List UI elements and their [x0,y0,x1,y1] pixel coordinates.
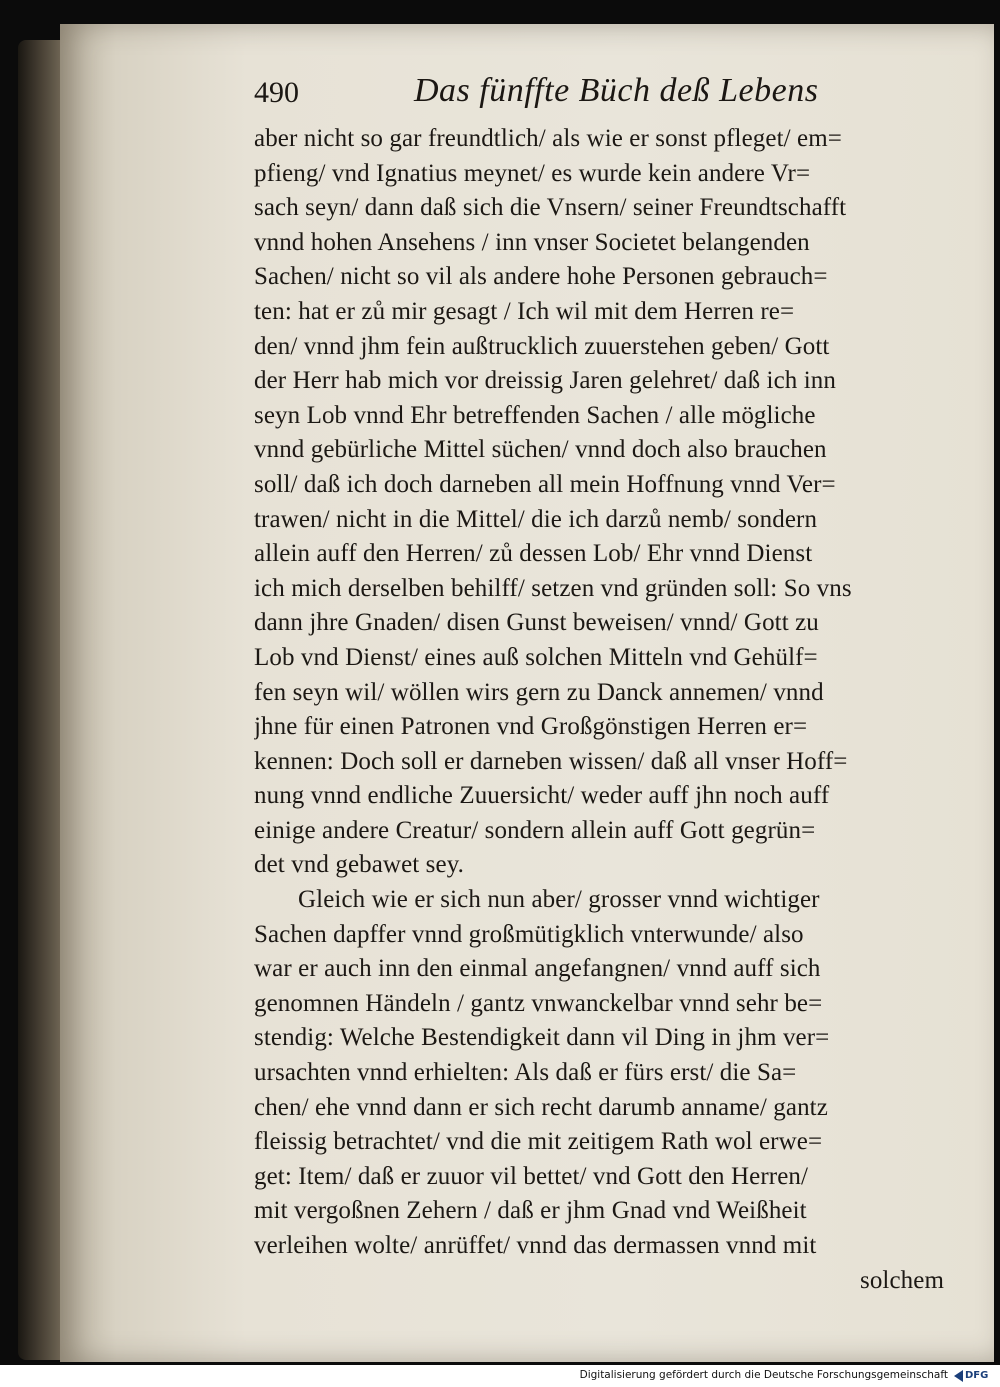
text-line: vnnd hohen Ansehens / inn vnser Societet belangenden [254,228,810,256]
text-line: fen seyn wil/ wöllen wirs gern zu Danck annemen/ vnnd [254,678,824,706]
text-line: jhne für einen Patronen vnd Großgönstigen Herren er= [254,713,808,741]
text-line: allein auff den Herren/ zů dessen Lob/ Ehr vnnd Dienst [254,540,813,568]
text-line: chen/ ehe vnnd dann er sich recht darumb anname/ gantz [254,1093,828,1121]
dfg-logo-text: DFG [965,1370,989,1381]
page-number: 490 [254,76,299,109]
text-line: dann jhre Gnaden/ disen Gunst beweisen/ vnnd/ Gott zu [254,609,819,637]
text-line: ich mich derselben behilff/ setzen vnd gründen soll: So vns [254,574,852,602]
text-line: kennen: Doch soll er darneben wissen/ daß all vnser Hoff= [254,747,848,775]
text-line: soll/ daß ich doch darneben all mein Hoffnung vnnd Ver= [254,470,836,498]
text-line: war er auch inn den einmal angefangnen/ vnnd auff sich [254,955,821,983]
text-line: stendig: Welche Bestendigkeit dann vil Ding in jhm ver= [254,1024,830,1052]
text-line: fleissig betrachtet/ vnd die mit zeitigem Rath wol erwe= [254,1128,823,1156]
text-line: der Herr hab mich vor dreissig Jaren gelehret/ daß ich inn [254,367,836,395]
text-line: nung vnnd endliche Zuuersicht/ weder auff jhn noch auff [254,782,830,810]
page-header [254,72,854,120]
text-line: vnnd gebürliche Mittel süchen/ vnnd doch also brauchen [254,436,827,464]
text-line: Sachen/ nicht so vil als andere hohe Personen gebrauch= [254,263,828,291]
text-line: verleihen wolte/ anrüffet/ vnnd das dermassen vnnd mit [254,1232,817,1259]
catchword: solchem [859,1266,944,1294]
text-line: pfieng/ vnd Ignatius meynet/ es wurde kein andere Vr= [254,159,811,187]
text-line: genomnen Händeln / gantz vnwanckelbar vnnd sehr be= [254,989,823,1017]
text-line: trawen/ nicht in die Mittel/ die ich darzů nemb/ sondern [254,505,818,533]
text-line: seyn Lob vnnd Ehr betreffenden Sachen / alle mögliche [254,401,816,429]
text-line: ursachten vnnd erhielten: Als daß er fürs erst/ die Sa= [254,1059,797,1087]
text-line: den/ vnnd jhm fein außtrucklich zuuerstehen geben/ Gott [254,332,830,360]
text-line: Lob vnd Dienst/ eines auß solchen Mitteln vnd Gehülf= [254,643,818,671]
running-title: Das fünffte Büch deß Lebens [414,72,819,109]
paragraph-start-line: Gleich wie er sich nun aber/ grosser vnnd wichtiger [298,886,820,914]
text-line: aber nicht so gar freundtlich/ als wie er sonst pfleget/ em= [254,125,842,152]
text-line: einige andere Creatur/ sondern allein auff Gott gegrün= [254,816,816,844]
funding-credit: Digitalisierung gefördert durch die Deutsche Forschungsgemeinschaft [579,1369,948,1381]
text-line: ten: hat er zů mir gesagt / Ich wil mit dem Herren re= [254,297,795,325]
text-line: mit vergoßnen Zehern / daß er jhm Gnad vnd Weißheit [254,1197,807,1225]
text-line: Sachen dapffer vnnd großmütigklich vnterwunde/ also [254,920,804,948]
dfg-logo [954,1368,994,1383]
text-line: sach seyn/ dann daß sich die Vnsern/ seiner Freundtschafft [254,194,847,222]
footer-bar [0,1365,1000,1387]
text-line: get: Item/ daß er zuuor vil bettet/ vnd Gott den Herren/ [254,1162,809,1190]
body-text [254,122,944,1298]
dfg-logo-mark-icon [954,1370,963,1382]
text-line: det vnd gebawet sey. [254,851,465,879]
